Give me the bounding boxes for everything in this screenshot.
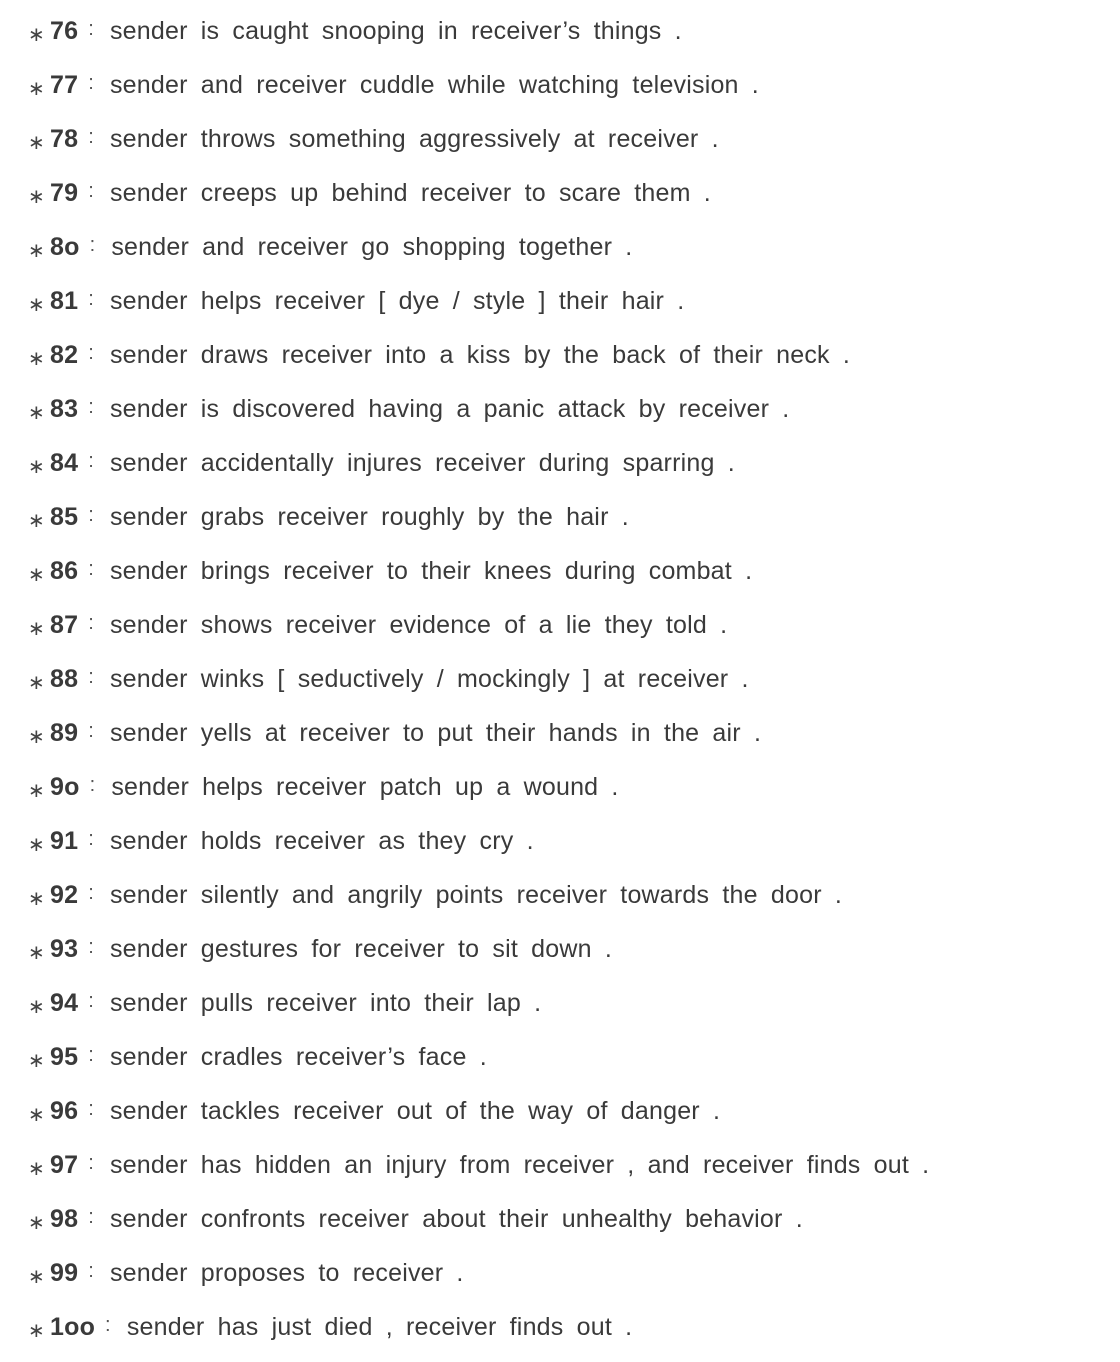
prompt-number: 77 [50,70,79,99]
list-item [0,652,1120,706]
asterisk-bullet-icon: ∗ [28,563,45,586]
separator: : [88,1043,94,1066]
prompt-number: 76 [50,16,79,45]
separator: : [88,503,94,526]
prompt-text: sender creeps up behind receiver to scare them . [109,178,711,207]
asterisk-bullet-icon: ∗ [28,1049,45,1072]
separator: : [88,611,94,634]
prompt-number: 79 [50,178,79,207]
asterisk-bullet-icon: ∗ [28,131,45,154]
separator: : [88,1097,94,1120]
list-item [0,544,1120,598]
prompt-text: sender proposes to receiver . [109,1258,464,1287]
asterisk-bullet-icon: ∗ [28,347,45,370]
separator: : [88,449,94,472]
separator: : [88,179,94,202]
prompt-text: sender winks [ seductively / mockingly ] at receiver . [109,664,749,693]
prompt-page [0,4,1120,1354]
separator: : [89,233,96,256]
asterisk-bullet-icon: ∗ [28,1319,45,1342]
list-item [0,868,1120,922]
list-item [0,58,1120,112]
prompt-number: 81 [50,286,79,315]
prompt-text: sender cradles receiver’s face . [109,1042,487,1071]
prompt-text: sender brings receiver to their knees during combat . [109,556,753,585]
separator: : [88,287,94,310]
separator: : [88,341,94,364]
prompt-text: sender is discovered having a panic attack by receiver . [109,394,790,423]
asterisk-bullet-icon: ∗ [28,995,45,1018]
asterisk-bullet-icon: ∗ [28,833,45,856]
list-item [0,490,1120,544]
prompt-number: 82 [50,340,79,369]
separator: : [88,17,94,40]
separator: : [88,1259,94,1282]
prompt-text: sender helps receiver patch up a wound . [111,772,619,801]
prompt-text: sender and receiver go shopping together . [111,232,633,261]
list-item [0,814,1120,868]
prompt-number: 78 [50,124,79,153]
prompt-number: 86 [50,556,79,585]
list-item [0,760,1120,814]
asterisk-bullet-icon: ∗ [28,23,45,46]
prompt-text: sender has just died , receiver finds out . [126,1312,633,1341]
separator: : [88,989,94,1012]
prompt-text: sender gestures for receiver to sit down . [109,934,612,963]
list-item [0,166,1120,220]
prompt-number: 92 [50,880,79,909]
prompt-number: 87 [50,610,79,639]
prompt-text: sender grabs receiver roughly by the hair . [109,502,629,531]
asterisk-bullet-icon: ∗ [28,1103,45,1126]
prompt-number: 94 [50,988,79,1017]
prompt-text: sender silently and angrily points receiver towards the door . [109,880,843,909]
separator: : [88,935,94,958]
prompt-text: sender draws receiver into a kiss by the back of their neck . [109,340,851,369]
separator: : [88,827,94,850]
prompt-number: 1oo [50,1312,96,1341]
list-item [0,922,1120,976]
asterisk-bullet-icon: ∗ [28,455,45,478]
separator: : [88,125,94,148]
prompt-number: 83 [50,394,79,423]
asterisk-bullet-icon: ∗ [28,1157,45,1180]
asterisk-bullet-icon: ∗ [28,725,45,748]
list-item [0,112,1120,166]
asterisk-bullet-icon: ∗ [28,887,45,910]
prompt-text: sender pulls receiver into their lap . [109,988,542,1017]
list-item [0,220,1120,274]
prompt-number: 97 [50,1150,79,1179]
asterisk-bullet-icon: ∗ [28,617,45,640]
prompt-number: 9o [50,772,80,801]
asterisk-bullet-icon: ∗ [28,1211,45,1234]
list-item [0,976,1120,1030]
prompt-number: 93 [50,934,79,963]
prompt-number: 98 [50,1204,79,1233]
separator: : [88,1205,94,1228]
list-item [0,274,1120,328]
asterisk-bullet-icon: ∗ [28,1265,45,1288]
prompt-number: 95 [50,1042,79,1071]
prompt-text: sender holds receiver as they cry . [109,826,534,855]
separator: : [88,71,94,94]
asterisk-bullet-icon: ∗ [28,239,45,262]
list-item [0,382,1120,436]
prompt-number: 84 [50,448,79,477]
list-item [0,1030,1120,1084]
list-item [0,1084,1120,1138]
separator: : [89,773,96,796]
separator: : [88,557,94,580]
prompt-text: sender throws something aggressively at receiver . [109,124,719,153]
separator: : [88,665,94,688]
list-item [0,328,1120,382]
asterisk-bullet-icon: ∗ [28,185,45,208]
list-item [0,1246,1120,1300]
asterisk-bullet-icon: ∗ [28,671,45,694]
list-item [0,598,1120,652]
prompt-number: 96 [50,1096,79,1125]
list-item [0,436,1120,490]
asterisk-bullet-icon: ∗ [28,509,45,532]
asterisk-bullet-icon: ∗ [28,77,45,100]
prompt-number: 91 [50,826,79,855]
list-item [0,1300,1120,1354]
prompt-text: sender has hidden an injury from receiver , and receiver finds out . [109,1150,930,1179]
asterisk-bullet-icon: ∗ [28,779,45,802]
list-item [0,1192,1120,1246]
list-item [0,1138,1120,1192]
prompt-text: sender and receiver cuddle while watching television . [109,70,759,99]
separator: : [88,719,94,742]
prompt-text: sender shows receiver evidence of a lie they told . [109,610,728,639]
list-item [0,706,1120,760]
separator: : [105,1313,111,1336]
prompt-number: 8o [50,232,80,261]
prompt-list [0,4,1120,1354]
asterisk-bullet-icon: ∗ [28,401,45,424]
prompt-number: 88 [50,664,79,693]
prompt-text: sender accidentally injures receiver during sparring . [109,448,735,477]
asterisk-bullet-icon: ∗ [28,293,45,316]
asterisk-bullet-icon: ∗ [28,941,45,964]
prompt-number: 99 [50,1258,79,1287]
prompt-number: 89 [50,718,79,747]
list-item [0,4,1120,58]
prompt-text: sender is caught snooping in receiver’s things . [109,16,682,45]
prompt-text: sender yells at receiver to put their hands in the air . [109,718,762,747]
separator: : [88,395,94,418]
prompt-text: sender confronts receiver about their unhealthy behavior . [109,1204,803,1233]
prompt-text: sender tackles receiver out of the way of danger . [109,1096,721,1125]
prompt-text: sender helps receiver [ dye / style ] their hair . [109,286,685,315]
prompt-number: 85 [50,502,79,531]
separator: : [88,881,94,904]
separator: : [88,1151,94,1174]
